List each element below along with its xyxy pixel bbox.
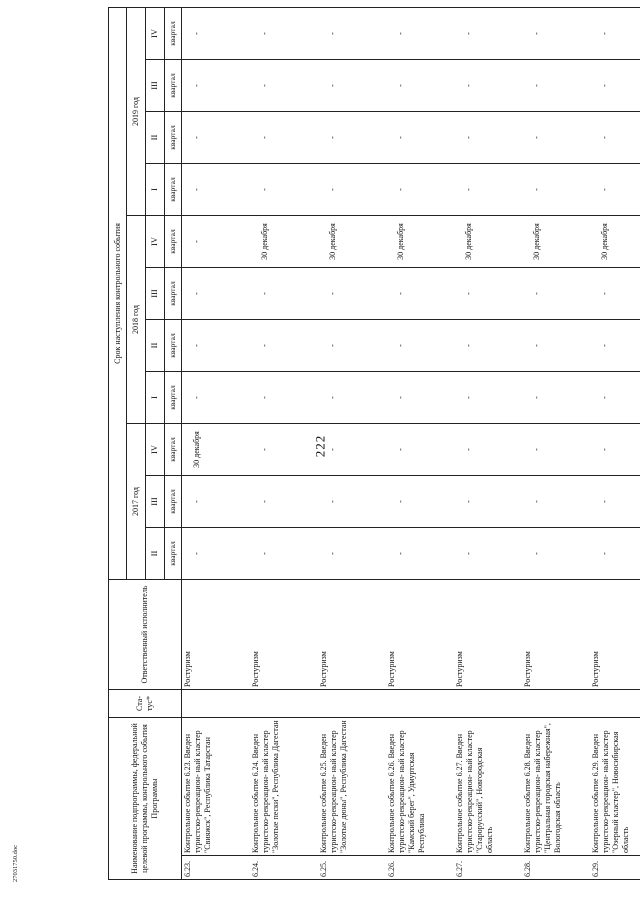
header-quarter-word: квартал [164,60,181,112]
row-deadline-cell: - [386,528,454,580]
row-event-name: Контрольное событие 6.27. Введен туристско-рекреацион- ный кластер "Старорусский", Новгородская область [454,718,522,856]
row-deadline-cell: - [522,60,590,112]
row-deadline-cell: - [590,268,640,320]
header-quarter-number: IV [145,424,164,476]
row-number: 6.23. [182,856,251,880]
row-deadline-cell: - [182,528,251,580]
row-deadline-cell: 30 декабря [386,216,454,268]
header-quarter-word: квартал [164,268,181,320]
row-deadline-cell: - [182,372,251,424]
row-deadline-cell: - [386,60,454,112]
row-deadline-cell: - [318,372,386,424]
row-event-name: Контрольное событие 6.28. Введен туристско-рекреацион- ный кластер "Центральная городская набережная", Вологодская область [522,718,590,856]
row-executor: Ростуризм [318,580,386,690]
row-deadline-cell: - [182,60,251,112]
row-event-name: Контрольное событие 6.24. Введен туристско-рекреацион- ный кластер "Золотые пески", Республика Дагестан [250,718,318,856]
row-number: 6.28. [522,856,590,880]
header-quarter-word: квартал [164,164,181,216]
row-number: 6.24. [250,856,318,880]
row-deadline-cell: - [454,372,522,424]
header-quarter-word: квартал [164,528,181,580]
header-quarter-number: II [145,528,164,580]
row-deadline-cell: - [250,112,318,164]
row-deadline-cell: 30 декабря [522,216,590,268]
row-executor: Ростуризм [522,580,590,690]
header-quarter-word: квартал [164,112,181,164]
row-deadline-cell: - [318,424,386,476]
row-deadline-cell: - [318,60,386,112]
row-deadline-cell: - [318,320,386,372]
row-deadline-cell: - [522,164,590,216]
row-deadline-cell: - [182,164,251,216]
row-deadline-cell: - [386,268,454,320]
header-quarter-number: III [145,476,164,528]
row-deadline-cell: - [454,424,522,476]
header-quarter-number: II [145,112,164,164]
header-quarter-number: III [145,60,164,112]
row-deadline-cell: - [250,424,318,476]
header-year: 2019 год [127,7,145,215]
table-row [318,7,386,879]
header-quarter-number: I [145,164,164,216]
row-deadline-cell: - [250,60,318,112]
row-event-name: Контрольное событие 6.23. Введен туристско-рекреацион- ный кластер "Свияжск", Республика Татарстан [182,718,251,856]
row-event-name: Контрольное событие 6.25. Введен туристско-рекреацион- ный кластер "Золотые дюны", Республика Дагестан [318,718,386,856]
row-deadline-cell: - [590,7,640,59]
header-name: Наименование подпрограммы, федеральной целевой программы, контрольного события Программы [109,718,182,880]
header-quarter-word: квартал [164,372,181,424]
row-deadline-cell: - [454,60,522,112]
row-deadline-cell: 30 декабря [318,216,386,268]
table-row [590,7,640,879]
row-deadline-cell: - [250,476,318,528]
row-deadline-cell: - [182,112,251,164]
table-row [522,7,590,879]
row-deadline-cell: - [590,60,640,112]
row-deadline-cell: - [522,320,590,372]
row-deadline-cell: - [522,372,590,424]
row-deadline-cell: - [454,476,522,528]
header-quarter-word: квартал [164,424,181,476]
header-deadline: Срок наступления контрольного события [109,7,127,579]
control-events-table [108,7,640,880]
row-executor: Ростуризм [454,580,522,690]
row-deadline-cell: - [454,7,522,59]
row-deadline-cell: - [590,164,640,216]
row-event-name: Контрольное событие 6.26. Введен туристско-рекреацион- ный кластер "Камский берег", Удмуртская Республика [386,718,454,856]
row-deadline-cell: - [590,112,640,164]
row-deadline-cell: 30 декабря [250,216,318,268]
row-deadline-cell: - [182,7,251,59]
row-deadline-cell: - [318,476,386,528]
row-deadline-cell: 30 декабря [182,424,251,476]
row-status [182,690,251,718]
row-number: 6.29. [590,856,640,880]
header-quarter-number: I [145,372,164,424]
row-executor: Ростуризм [590,580,640,690]
header-quarter-number: III [145,268,164,320]
table-row [386,7,454,879]
header-executor: Ответственный исполнитель [109,580,182,690]
row-deadline-cell: - [454,164,522,216]
row-status [250,690,318,718]
row-deadline-cell: - [182,216,251,268]
row-deadline-cell: - [454,112,522,164]
row-deadline-cell: - [386,164,454,216]
row-deadline-cell: - [182,268,251,320]
row-deadline-cell: - [318,268,386,320]
row-deadline-cell: - [522,7,590,59]
row-deadline-cell: - [386,372,454,424]
row-deadline-cell: - [182,320,251,372]
row-deadline-cell: 30 декабря [590,216,640,268]
row-deadline-cell: - [590,528,640,580]
row-deadline-cell: - [182,476,251,528]
row-deadline-cell: - [590,320,640,372]
page-number: 222 [312,434,327,458]
row-deadline-cell: - [454,268,522,320]
row-deadline-cell: - [250,7,318,59]
header-status: Ста- тус* [109,690,182,718]
rotated-table-container [108,10,630,880]
row-deadline-cell: - [386,476,454,528]
row-deadline-cell: - [250,164,318,216]
row-deadline-cell: - [522,476,590,528]
row-deadline-cell: - [318,164,386,216]
row-deadline-cell: - [522,528,590,580]
row-deadline-cell: 30 декабря [454,216,522,268]
header-quarter-word: квартал [164,7,181,59]
row-deadline-cell: - [454,320,522,372]
row-deadline-cell: - [250,528,318,580]
row-deadline-cell: - [590,424,640,476]
row-number: 6.26. [386,856,454,880]
row-deadline-cell: - [386,320,454,372]
row-executor: Ростуризм [250,580,318,690]
document-code: 27031750.doc [12,844,19,882]
row-deadline-cell: - [386,7,454,59]
header-quarter-word: квартал [164,216,181,268]
row-deadline-cell: - [522,112,590,164]
row-deadline-cell: - [318,7,386,59]
row-deadline-cell: - [318,112,386,164]
row-deadline-cell: - [250,372,318,424]
header-quarter-word: квартал [164,476,181,528]
table-row [454,7,522,879]
row-number: 6.27. [454,856,522,880]
header-year: 2018 год [127,216,145,424]
row-status [454,690,522,718]
table-row [182,7,251,879]
row-status [590,690,640,718]
row-deadline-cell: - [590,476,640,528]
row-deadline-cell: - [590,372,640,424]
header-quarter-word: квартал [164,320,181,372]
table-row [250,7,318,879]
row-status [318,690,386,718]
header-quarter-number: II [145,320,164,372]
row-deadline-cell: - [522,424,590,476]
row-deadline-cell: - [250,320,318,372]
header-quarter-number: IV [145,7,164,59]
row-executor: Ростуризм [182,580,251,690]
row-number: 6.25. [318,856,386,880]
row-status [522,690,590,718]
row-deadline-cell: - [522,268,590,320]
row-deadline-cell: - [386,112,454,164]
row-deadline-cell: - [250,268,318,320]
header-quarter-number: IV [145,216,164,268]
row-deadline-cell: - [318,528,386,580]
row-status [386,690,454,718]
header-year: 2017 год [127,424,145,580]
row-event-name: Контрольное событие 6.29. Введен туристско-рекреацион- ный кластер "Озерный кластер", Новосибирская область [590,718,640,856]
row-executor: Ростуризм [386,580,454,690]
row-deadline-cell: - [454,528,522,580]
row-deadline-cell: - [386,424,454,476]
